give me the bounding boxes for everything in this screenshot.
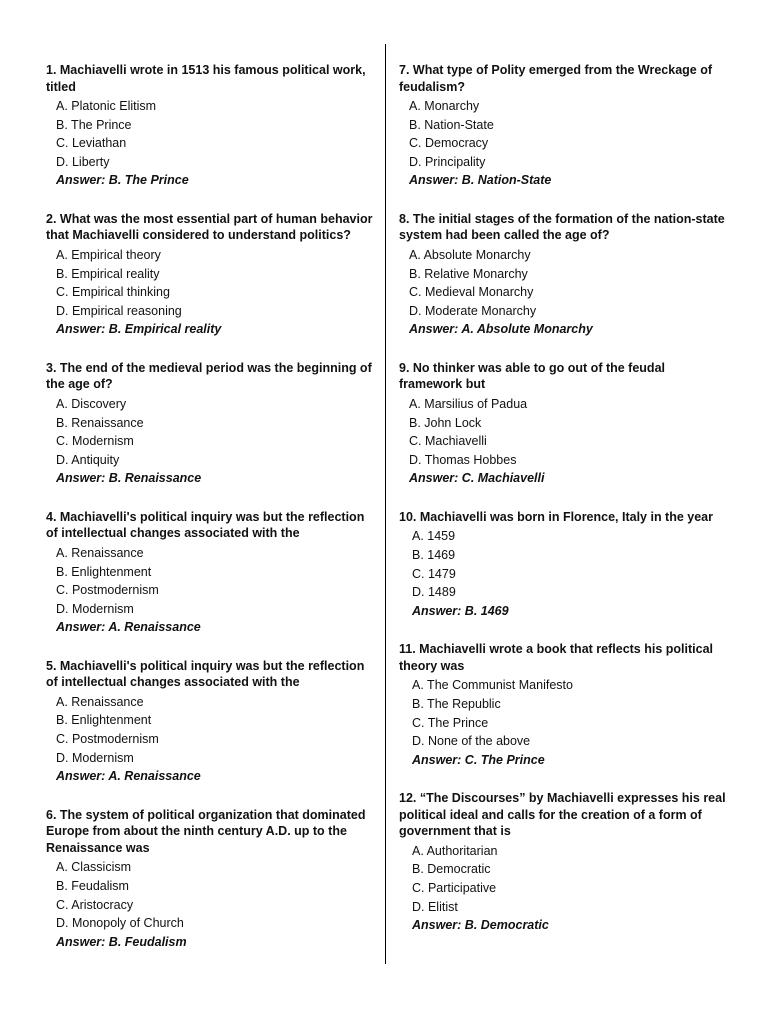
right-column [399, 62, 729, 956]
option-a: A. Monarchy [409, 99, 480, 113]
question-block [46, 658, 376, 786]
question-text: 7. What type of Polity emerged from the Wreckage of feudalism? [399, 63, 713, 94]
question-block [399, 211, 729, 339]
option-c: C. Medieval Monarchy [409, 285, 534, 300]
option-c: C. Leviathan [56, 136, 127, 151]
option-d: D. None of the above [412, 734, 531, 749]
question-block [46, 62, 376, 190]
option-b: B. The Prince [56, 117, 132, 132]
answer-text: Answer: B. Empirical reality [56, 322, 222, 337]
option-list [56, 858, 376, 932]
option-c: C. Modernism [56, 434, 134, 449]
answer-text: Answer: A. Absolute Monarchy [409, 322, 593, 337]
answer-text: Answer: A. Renaissance [56, 769, 201, 784]
left-column [46, 62, 376, 972]
question-text: 10. Machiavelli was born in Florence, Italy in the year [399, 509, 714, 524]
question-text: 11. Machiavelli wrote a book that reflects his political theory was [399, 642, 713, 673]
option-b: B. Nation-State [409, 117, 494, 132]
question-text: 12. “The Discourses” by Machiavelli expresses his real political ideal and calls for the creation of a form of government that is [399, 791, 726, 839]
question-block [399, 62, 729, 190]
option-list [409, 246, 729, 320]
option-b: B. 1469 [412, 548, 456, 562]
question-block [46, 509, 376, 637]
option-list [409, 395, 729, 469]
option-a: A. Discovery [56, 396, 127, 411]
answer-text: Answer: B. The Prince [56, 173, 189, 188]
answer-text: Answer: C. Machiavelli [409, 471, 545, 486]
answer-text: Answer: B. Nation-State [409, 173, 552, 188]
option-c: C. 1479 [412, 566, 456, 581]
question-block [46, 807, 376, 951]
option-d: D. Modernism [56, 601, 134, 616]
option-a: A. 1459 [412, 529, 456, 544]
column-divider [385, 44, 386, 964]
option-b: B. Feudalism [56, 878, 129, 893]
option-a: A. The Communist Manifesto [412, 678, 573, 693]
option-b: B. Renaissance [56, 415, 144, 430]
option-a: A. Authoritarian [412, 843, 498, 858]
option-a: A. Renaissance [56, 694, 144, 709]
option-c: C. Empirical thinking [56, 285, 170, 300]
question-text: 3. The end of the medieval period was the beginning of the age of? [46, 360, 372, 392]
option-b: B. Empirical reality [56, 266, 160, 281]
option-b: B. Democratic [412, 862, 491, 877]
option-d: D. 1489 [412, 585, 456, 600]
option-b: B. John Lock [409, 415, 482, 430]
option-list [56, 693, 376, 767]
option-a: A. Absolute Monarchy [409, 247, 531, 262]
question-text: 5. Machiavelli's political inquiry was but the reflection of intellectual changes associated with the [46, 658, 365, 690]
question-text: 9. No thinker was able to go out of the feudal framework but [399, 360, 665, 392]
option-a: A. Renaissance [56, 545, 144, 560]
option-c: C. Postmodernism [56, 732, 159, 747]
option-c: C. The Prince [412, 715, 489, 730]
option-c: C. Postmodernism [56, 583, 159, 598]
option-d: D. Thomas Hobbes [409, 452, 517, 467]
option-a: A. Platonic Elitism [56, 99, 157, 113]
option-a: A. Classicism [56, 860, 132, 875]
option-c: C. Democracy [409, 136, 489, 151]
option-d: D. Modernism [56, 750, 134, 765]
question-block [399, 509, 729, 620]
option-list [412, 676, 729, 750]
option-b: B. Enlightenment [56, 564, 152, 579]
option-list [56, 97, 376, 171]
option-d: D. Elitist [412, 899, 458, 914]
question-text: 8. The initial stages of the formation of the nation-state system had been called the age of? [399, 211, 725, 243]
question-block [46, 211, 376, 339]
question-text: 6. The system of political organization that dominated Europe from about the ninth century A.D. up to the Renaissance was [46, 807, 366, 855]
answer-text: Answer: B. Feudalism [56, 934, 187, 949]
option-c: C. Machiavelli [409, 434, 487, 449]
question-block [399, 360, 729, 488]
option-list [409, 97, 729, 171]
question-block [399, 641, 729, 769]
answer-text: Answer: B. Renaissance [56, 471, 202, 486]
option-d: D. Moderate Monarchy [409, 303, 537, 318]
question-text: 2. What was the most essential part of human behavior that Machiavelli considered to understand politics? [46, 211, 373, 243]
option-c: C. Participative [412, 881, 497, 896]
option-d: D. Empirical reasoning [56, 303, 182, 318]
option-list [412, 527, 729, 601]
option-d: D. Monopoly of Church [56, 916, 184, 931]
option-list [412, 842, 729, 916]
question-text: 1. Machiavelli wrote in 1513 his famous political work, titled [46, 63, 366, 94]
option-d: D. Antiquity [56, 452, 120, 467]
option-list [56, 395, 376, 469]
option-c: C. Aristocracy [56, 897, 134, 912]
option-list [56, 246, 376, 320]
answer-text: Answer: C. The Prince [412, 752, 545, 767]
answer-text: Answer: B. 1469 [412, 603, 509, 618]
option-list [56, 544, 376, 618]
option-b: B. Enlightenment [56, 713, 152, 728]
option-a: A. Marsilius of Padua [409, 396, 528, 411]
question-block [399, 790, 729, 934]
option-d: D. Principality [409, 154, 486, 169]
option-b: B. Relative Monarchy [409, 266, 528, 281]
option-a: A. Empirical theory [56, 247, 161, 262]
question-block [46, 360, 376, 488]
answer-text: Answer: A. Renaissance [56, 620, 201, 635]
option-d: D. Liberty [56, 154, 110, 169]
option-b: B. The Republic [412, 696, 501, 711]
question-text: 4. Machiavelli's political inquiry was but the reflection of intellectual changes associated with the [46, 509, 365, 541]
answer-text: Answer: B. Democratic [412, 918, 549, 933]
